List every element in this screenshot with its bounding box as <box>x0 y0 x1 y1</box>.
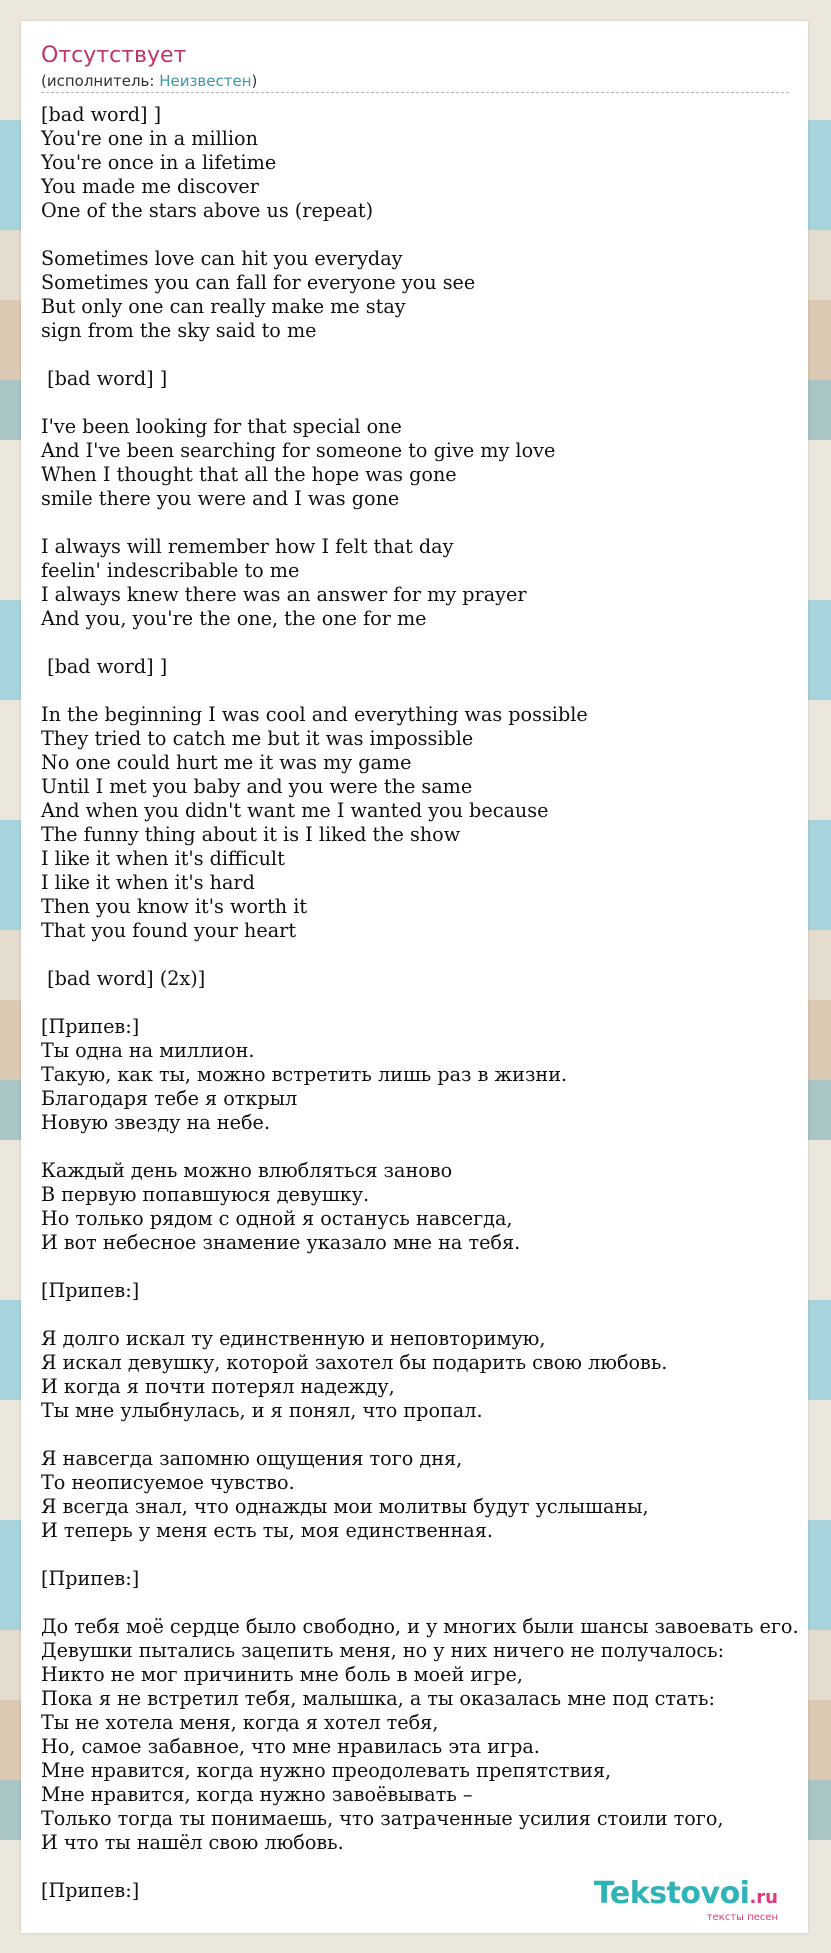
lyric-line <box>41 1135 808 1159</box>
logo-domain: .ru <box>749 1887 778 1908</box>
lyric-line: I've been looking for that special one <box>41 415 402 438</box>
lyric-line: [Припев:] <box>41 1879 140 1902</box>
lyric-line: Я всегда знал, что однажды мои молитвы будут услышаны, <box>41 1495 649 1518</box>
lyric-line: В первую попавшуюся девушку. <box>41 1183 370 1206</box>
artist-byline <box>41 71 789 93</box>
lyric-line: Sometimes you can fall for everyone you see <box>41 271 476 294</box>
lyric-line <box>41 391 808 415</box>
lyric-line: И вот небесное знамение указало мне на тебя. <box>41 1231 521 1254</box>
lyrics-card <box>21 21 808 1933</box>
lyric-line <box>41 1423 808 1447</box>
lyric-line: Девушки пытались зацепить меня, но у них ничего не получалось: <box>41 1639 725 1662</box>
lyric-line <box>41 991 808 1015</box>
lyric-line: Мне нравится, когда нужно преодолевать препятствия, <box>41 1759 612 1782</box>
lyric-line: Ты одна на миллион. <box>41 1039 255 1062</box>
lyric-line: Мне нравится, когда нужно завоёвывать – <box>41 1783 473 1806</box>
lyric-line <box>41 511 808 535</box>
lyric-line: The funny thing about it is I liked the show <box>41 823 461 846</box>
lyric-line: That you found your heart <box>41 919 297 942</box>
lyric-line: [bad word] ] <box>41 367 168 390</box>
lyric-line: [Припев:] <box>41 1567 140 1590</box>
lyric-line: И что ты нашёл свою любовь. <box>41 1831 344 1854</box>
lyric-line: I like it when it's difficult <box>41 847 285 870</box>
lyric-line: Никто не мог причинить мне боль в моей игре, <box>41 1663 523 1686</box>
lyric-line: Until I met you baby and you were the same <box>41 775 473 798</box>
lyric-line: And I've been searching for someone to give my love <box>41 439 556 462</box>
lyric-line <box>41 1543 808 1567</box>
lyric-line: Только тогда ты понимаешь, что затраченные усилия стоили того, <box>41 1807 724 1830</box>
song-title: Отсутствует <box>41 43 187 68</box>
lyric-line: И когда я почти потерял надежду, <box>41 1375 395 1398</box>
site-logo[interactable] <box>593 1876 778 1923</box>
lyric-line: But only one can really make me stay <box>41 295 406 318</box>
lyric-line: [bad word] (2x)] <box>41 967 206 990</box>
lyric-line: No one could hurt me it was my game <box>41 751 412 774</box>
lyric-line: And when you didn't want me I wanted you because <box>41 799 549 822</box>
lyric-line: Я навсегда запомню ощущения того дня, <box>41 1447 463 1470</box>
logo-wordmark: Tekstovoi <box>593 1876 750 1911</box>
lyric-line: feelin' indescribable to me <box>41 559 300 582</box>
lyric-line: Такую, как ты, можно встретить лишь раз в жизни. <box>41 1063 568 1086</box>
lyric-line: You made me discover <box>41 175 259 198</box>
lyric-line: And you, you're the one, the one for me <box>41 607 427 630</box>
lyric-line: I always knew there was an answer for my prayer <box>41 583 527 606</box>
lyric-line: [Припев:] <box>41 1279 140 1302</box>
lyric-line: smile there you were and I was gone <box>41 487 400 510</box>
lyric-line: sign from the sky said to me <box>41 319 317 342</box>
lyric-line <box>41 631 808 655</box>
lyric-line: Пока я не встретил тебя, малышка, а ты оказалась мне под стать: <box>41 1687 715 1710</box>
lyric-line <box>41 1591 808 1615</box>
lyric-line: Sometimes love can hit you everyday <box>41 247 403 270</box>
lyric-line: До тебя моё сердце было свободно, и у многих были шансы завоевать его. <box>41 1615 799 1638</box>
lyric-line <box>41 223 808 247</box>
lyrics-text <box>41 103 808 1903</box>
lyric-line: Я долго искал ту единственную и неповторимую, <box>41 1327 546 1350</box>
lyric-line: Но только рядом с одной я останусь навсегда, <box>41 1207 513 1230</box>
lyric-line: Но, самое забавное, что мне нравилась эта игра. <box>41 1735 540 1758</box>
lyric-line: They tried to catch me but it was impossible <box>41 727 474 750</box>
lyric-line: Новую звезду на небе. <box>41 1111 270 1134</box>
lyric-line: You're once in a lifetime <box>41 151 277 174</box>
lyric-line: Ты не хотела меня, когда я хотел тебя, <box>41 1711 439 1734</box>
byline-suffix: ) <box>251 72 258 90</box>
lyric-line: When I thought that all the hope was gone <box>41 463 457 486</box>
lyric-line <box>41 1303 808 1327</box>
lyric-line: [Припев:] <box>41 1015 140 1038</box>
lyric-line <box>41 679 808 703</box>
logo-subtitle: тексты песен <box>706 1912 778 1923</box>
lyric-line: Каждый день можно влюбляться заново <box>41 1159 453 1182</box>
lyric-line: One of the stars above us (repeat) <box>41 199 374 222</box>
lyric-line: [bad word] ] <box>41 103 162 126</box>
lyric-line: То неописуемое чувство. <box>41 1471 295 1494</box>
lyric-line: Ты мне улыбнулась, и я понял, что пропал. <box>41 1399 483 1422</box>
lyric-line: I always will remember how I felt that day <box>41 535 454 558</box>
lyric-line <box>41 343 808 367</box>
lyric-line: И теперь у меня есть ты, моя единственная. <box>41 1519 493 1542</box>
lyric-line: In the beginning I was cool and everything was possible <box>41 703 588 726</box>
lyric-line <box>41 1255 808 1279</box>
artist-link[interactable]: Неизвестен <box>159 72 252 90</box>
lyric-line: [bad word] ] <box>41 655 168 678</box>
byline-prefix: (исполнитель: <box>41 72 160 90</box>
lyric-line: You're one in a million <box>41 127 258 150</box>
lyric-line <box>41 943 808 967</box>
lyric-line: Then you know it's worth it <box>41 895 308 918</box>
lyric-line: Я искал девушку, которой захотел бы подарить свою любовь. <box>41 1351 668 1374</box>
lyric-line: I like it when it's hard <box>41 871 255 894</box>
lyric-line: Благодаря тебе я открыл <box>41 1087 298 1110</box>
